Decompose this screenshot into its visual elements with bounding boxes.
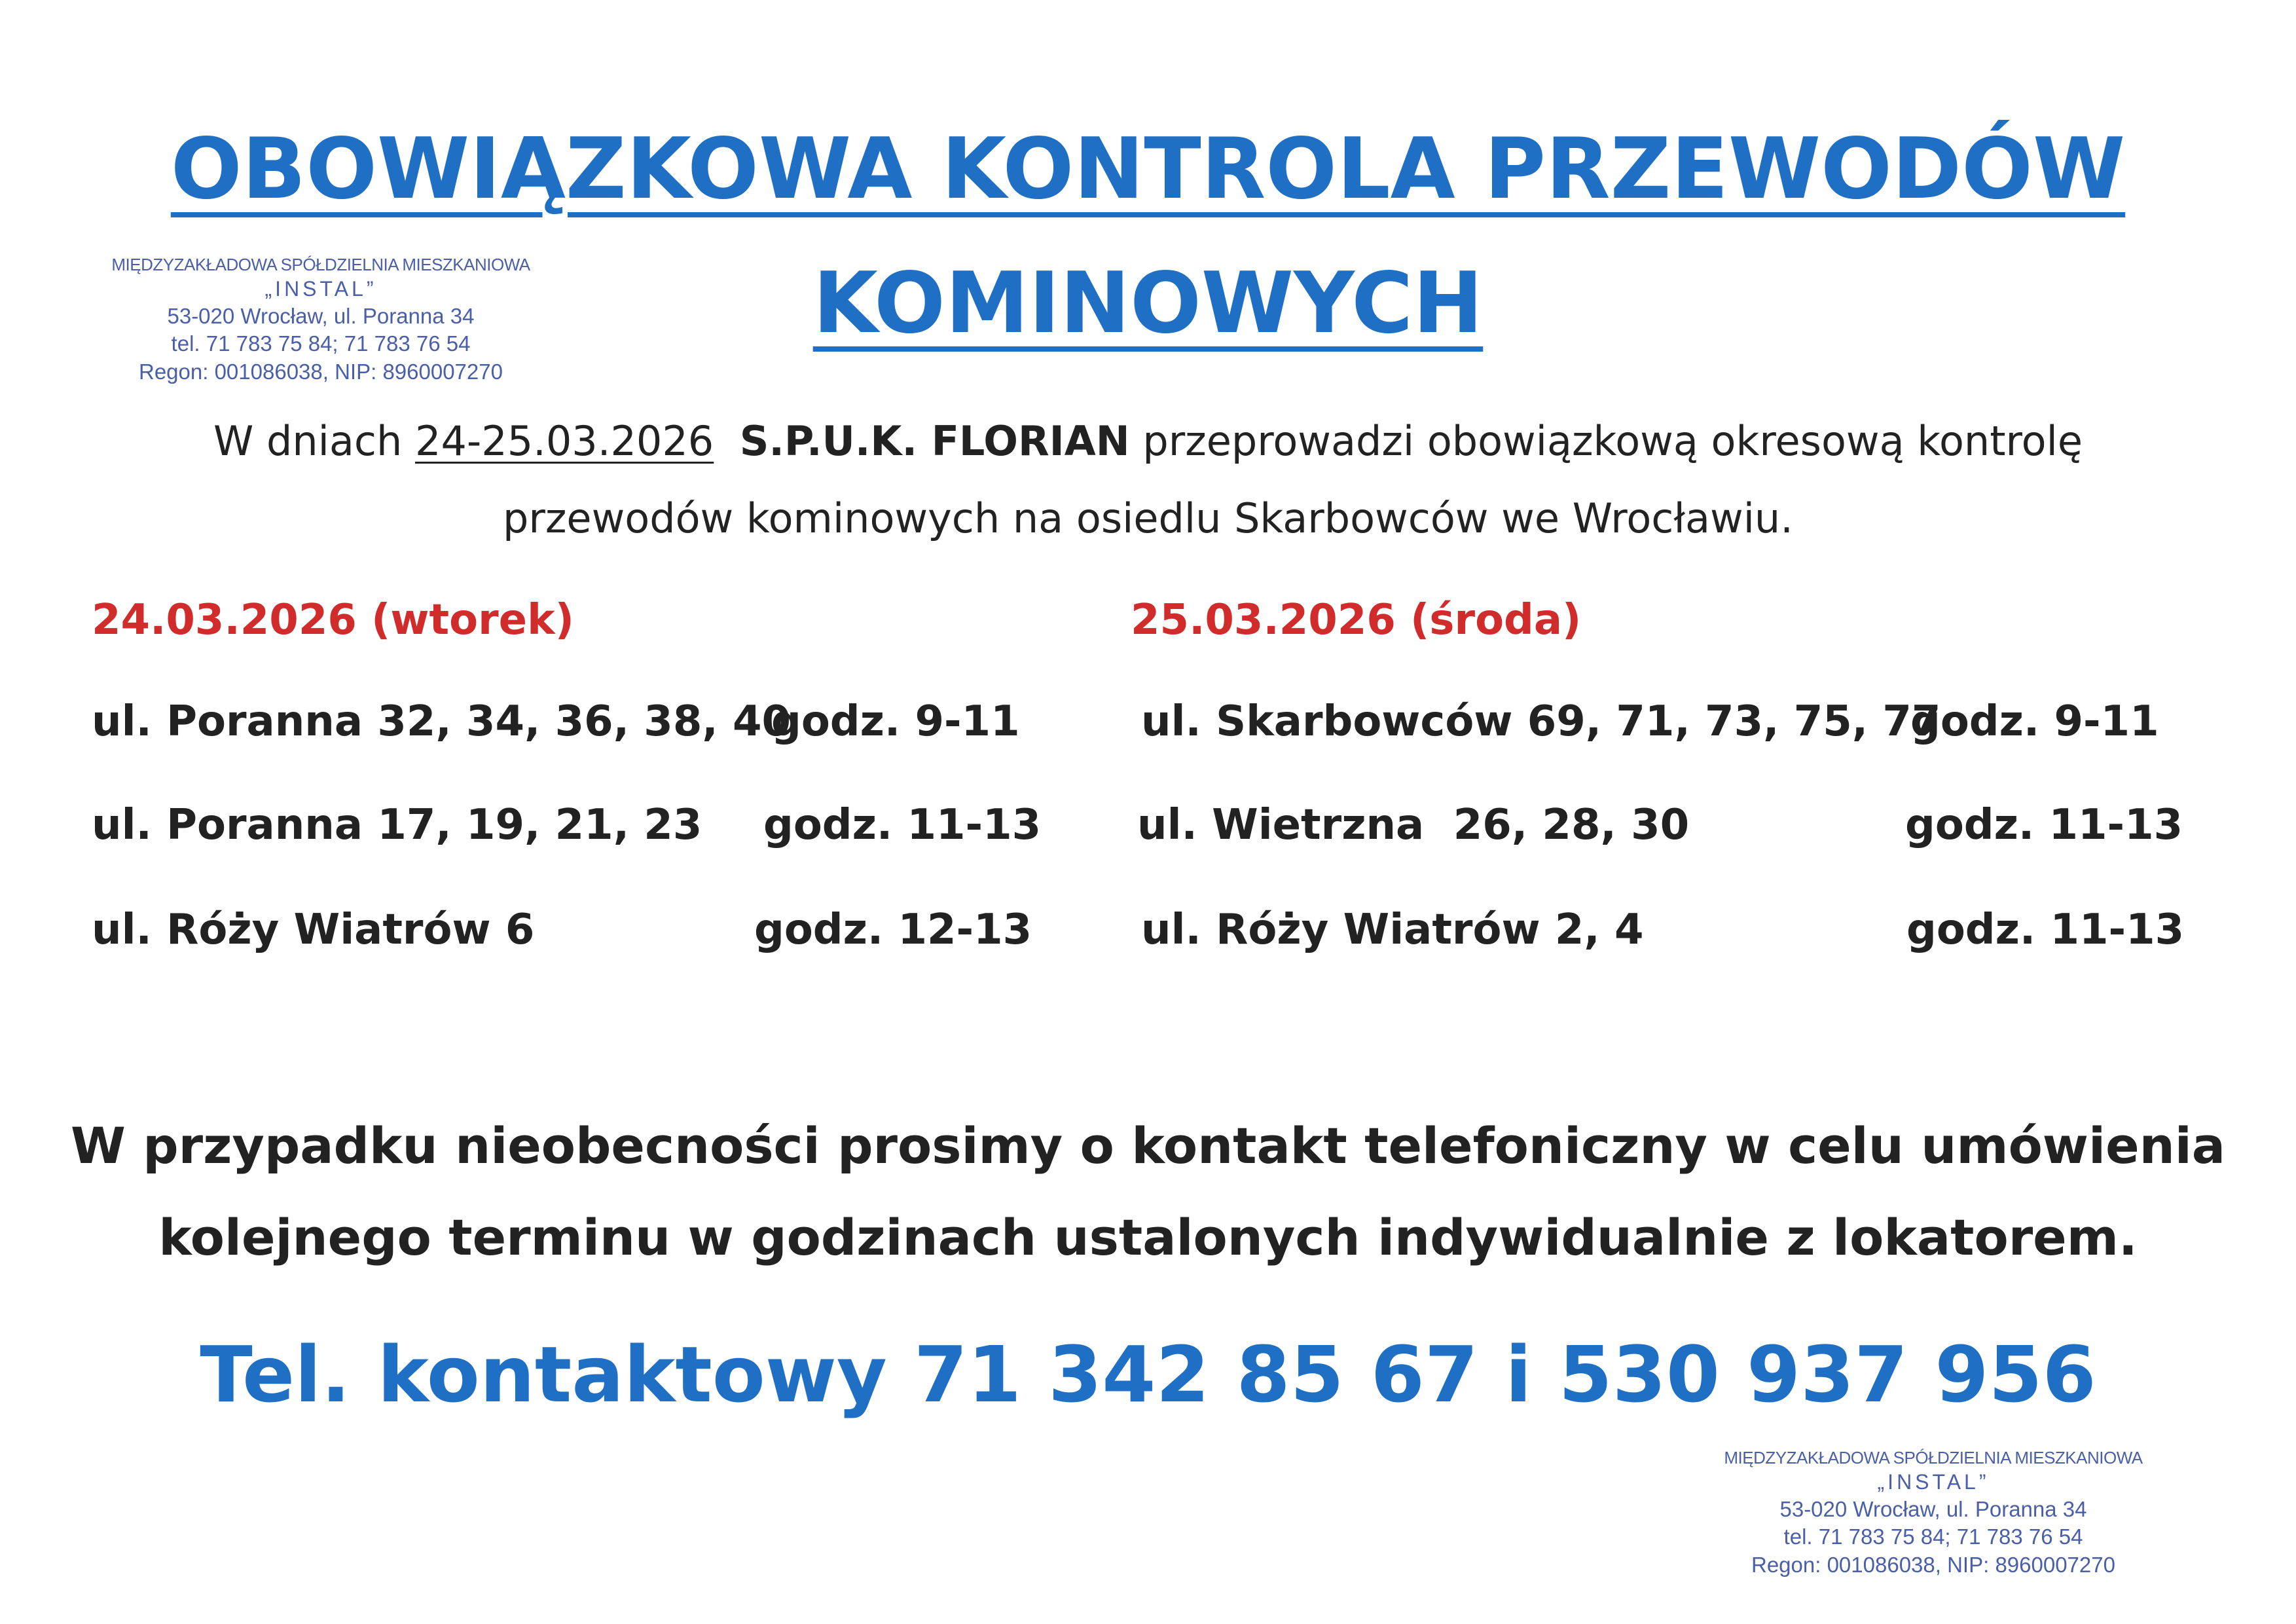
day2-heading: 25.03.2026 (środa) [1131,596,1582,644]
stamp-phone: tel. 71 783 75 84; 71 783 76 54 [1783,1524,2083,1549]
intro-line-1 [0,403,2296,480]
day1-row3-street: ul. Róży Wiatrów 6 [92,906,535,954]
stamp-address: 53-020 Wrocław, ul. Poranna 34 [167,304,475,329]
contact-phone: Tel. kontaktowy 71 342 85 67 i 530 937 956 [200,1329,2096,1420]
day2-row2-street: ul. Wietrzna 26, 28, 30 [1137,801,1690,849]
day1-row2-street: ul. Poranna 17, 19, 21, 23 [92,801,702,849]
day2-row1-street: ul. Skarbowców 69, 71, 73, 75, 77 [1141,697,1941,746]
intro-paragraph [0,403,2296,557]
stamp-org: MIĘDZYZAKŁADOWA SPÓŁDZIELNIA MIESZKANIOWA [111,255,530,274]
stamp-ids: Regon: 001086038, NIP: 8960007270 [139,359,503,384]
intro-company: S.P.U.K. FLORIAN [739,417,1130,465]
absence-note-line-1: W przypadku nieobecności prosimy o kontakt telefoniczny w celu umówienia [70,1116,2226,1175]
stamp-phone: tel. 71 783 75 84; 71 783 76 54 [171,331,471,356]
day1-row2-hours: godz. 11-13 [763,801,1042,849]
page-title-line-1: OBOWIĄZKOWA KONTROLA PRZEWODÓW [170,120,2126,218]
absence-note-line-2: kolejnego terminu w godzinach ustalonych indywidualnie z lokatorem. [158,1208,2138,1266]
intro-line-2: przewodów kominowych na osiedlu Skarbowców we Wrocławiu. [503,494,1793,542]
day2-row3-hours: godz. 11-13 [1906,906,2185,954]
stamp-ids: Regon: 001086038, NIP: 8960007270 [1751,1552,2115,1577]
cooperative-stamp-top [72,254,570,386]
day2-row3-street: ul. Róży Wiatrów 2, 4 [1141,906,1644,954]
day1-heading: 24.03.2026 (wtorek) [92,596,574,644]
stamp-org: MIĘDZYZAKŁADOWA SPÓŁDZIELNIA MIESZKANIOWA [1724,1448,2143,1467]
stamp-name: „INSTAL” [264,277,377,301]
intro-rest: przeprowadzi obowiązkową okresową kontrolę [1129,417,2083,465]
intro-prefix: W dniach [213,417,415,465]
stamp-address: 53-020 Wrocław, ul. Poranna 34 [1779,1497,2087,1522]
page-title-line-2: KOMINOWYCH [812,255,1484,352]
day1-row3-hours: godz. 12-13 [754,906,1032,954]
day1-row1-hours: godz. 9-11 [771,697,1020,746]
day2-row1-hours: godz. 9-11 [1910,697,2159,746]
absence-note [0,1100,2296,1283]
cooperative-stamp-bottom [1685,1447,2182,1579]
stamp-name: „INSTAL” [1877,1470,1990,1494]
day1-row1-street: ul. Poranna 32, 34, 36, 38, 40 [92,697,791,746]
intro-dates: 24-25.03.2026 [415,417,714,465]
day2-row2-hours: godz. 11-13 [1905,801,2183,849]
